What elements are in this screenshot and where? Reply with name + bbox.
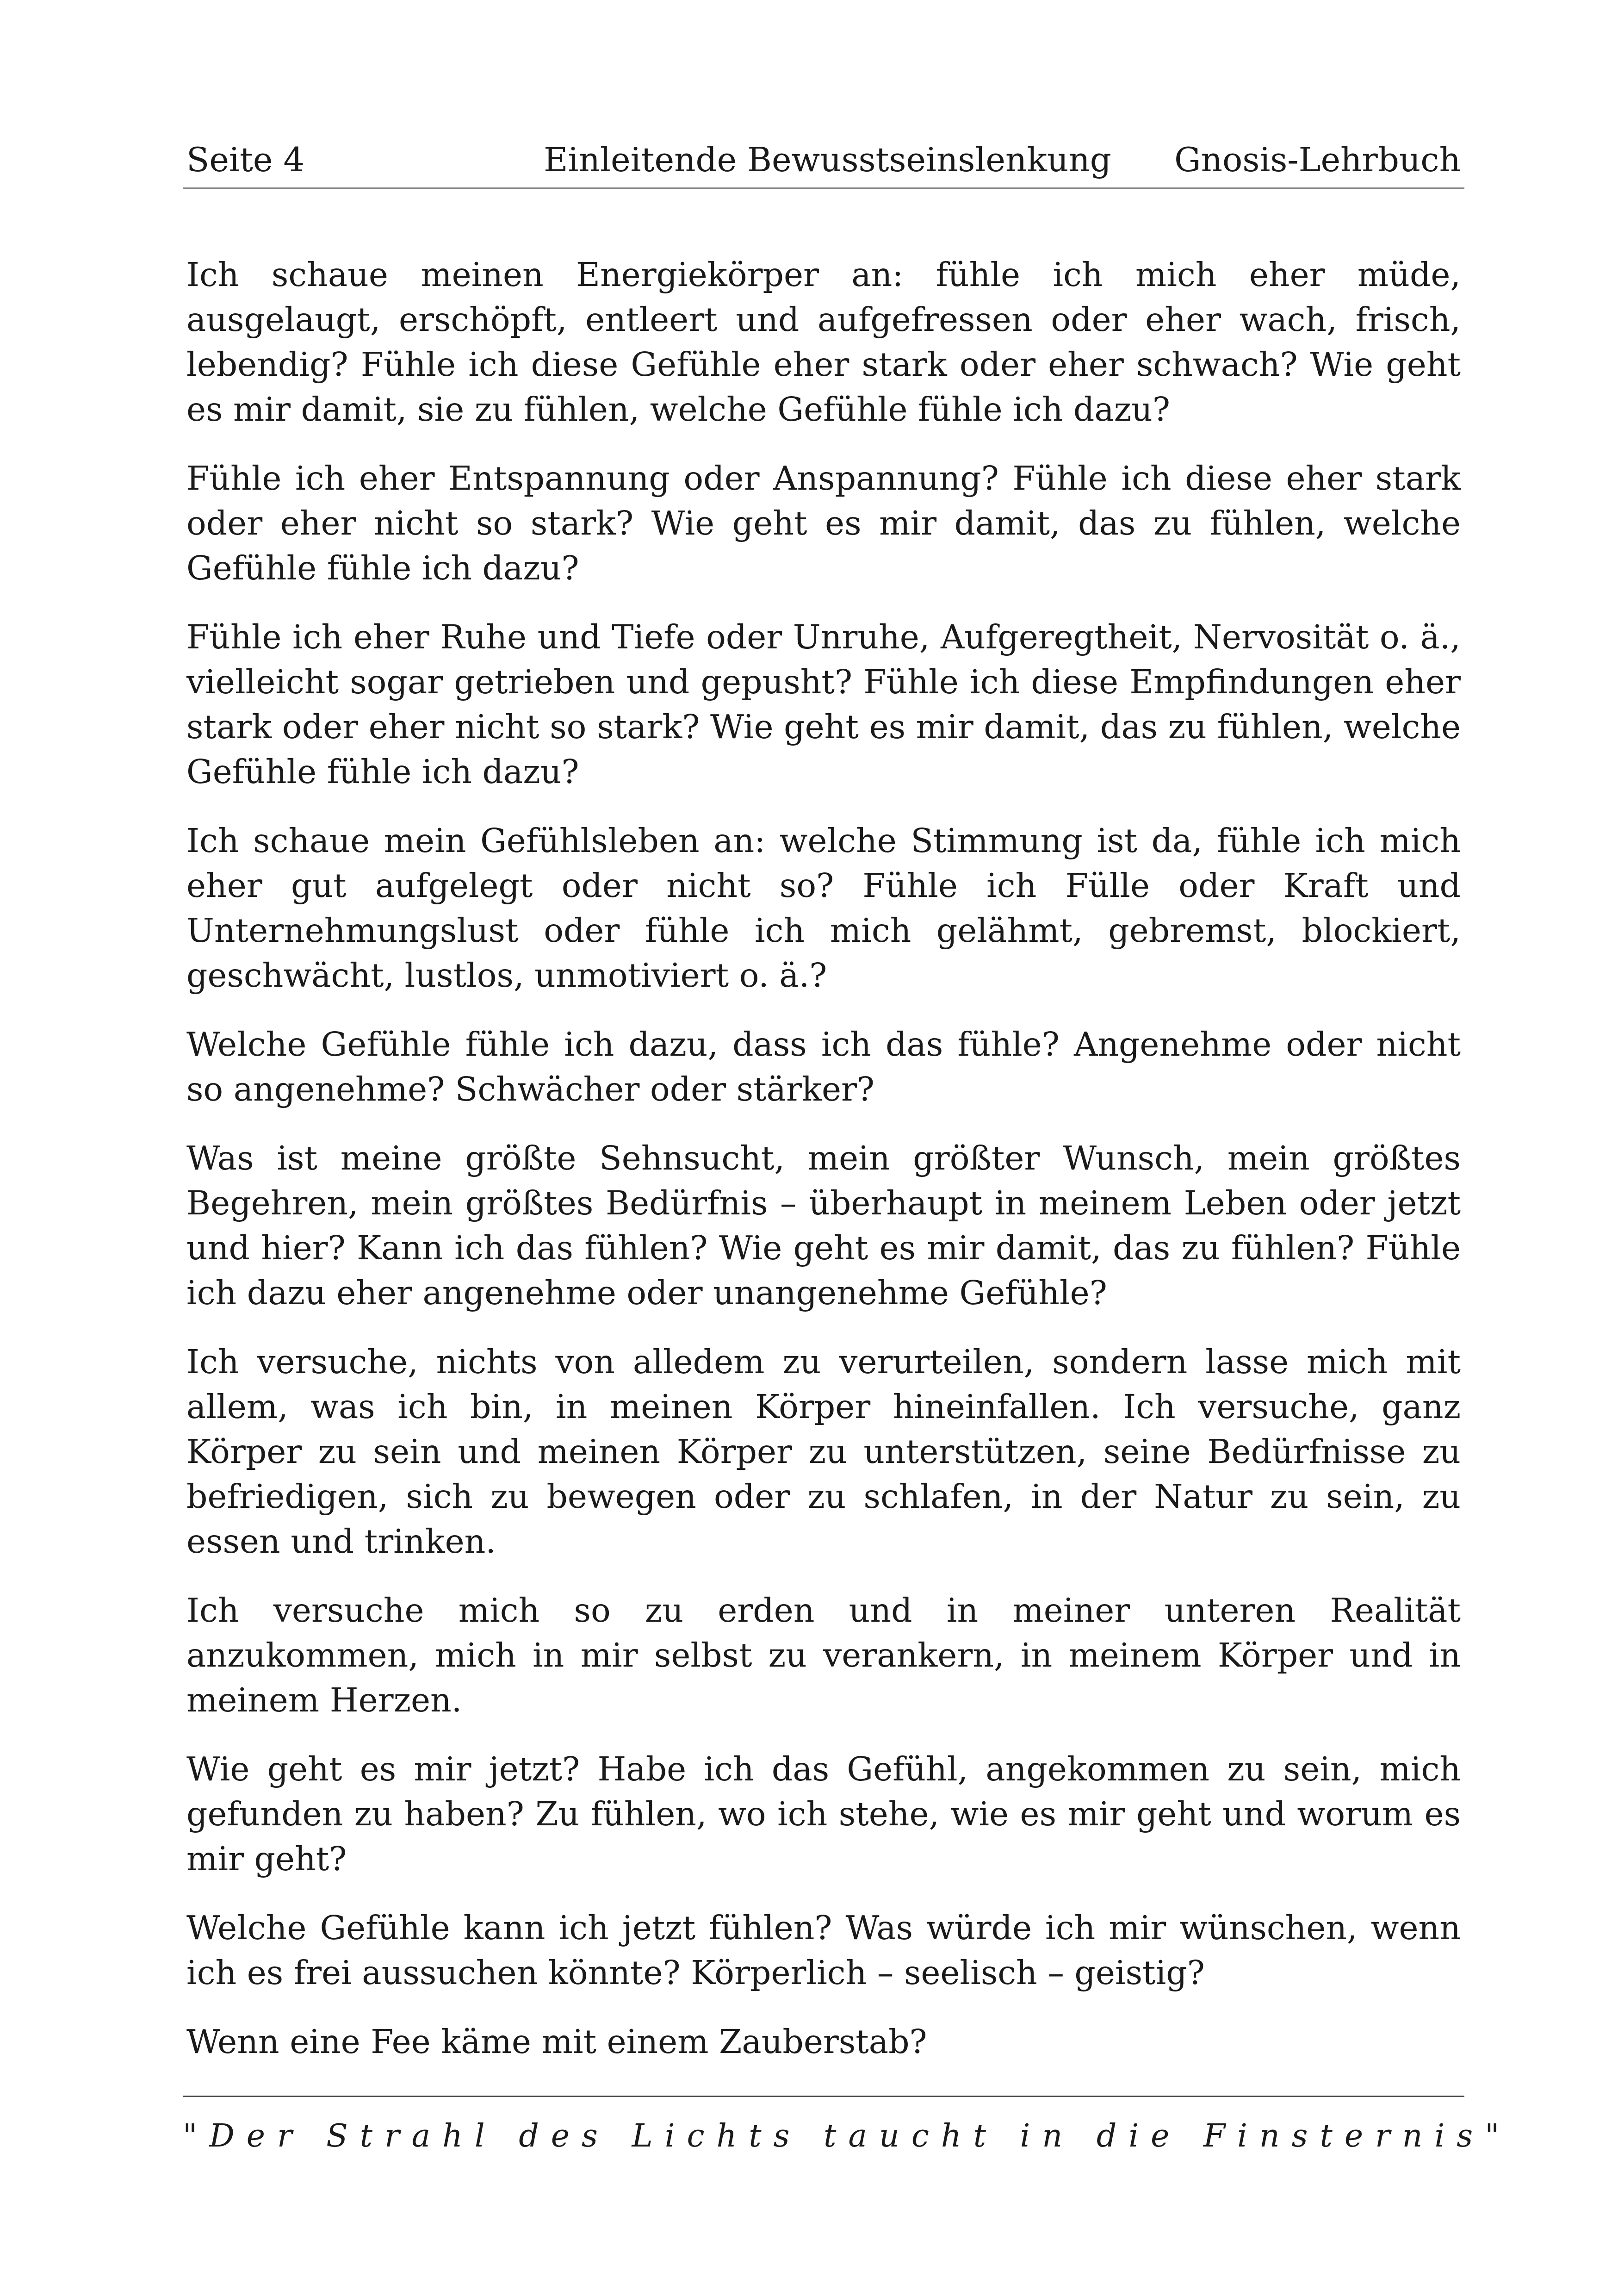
page-header (183, 132, 1464, 189)
chapter-title: Einleitende Bewusstseinslenkung (544, 140, 1111, 179)
paragraph: Ich schaue mein Gefühlsleben an: welche Stimmung ist da, fühle ich mich eher gut aufgelegt oder nicht so? Fühle ich Fülle oder Kraft und Unternehmungslust oder fühle ich mich gelähmt, gebremst, blockiert, geschwächt, lustlos, unmotiviert o. ä.? (186, 821, 1461, 995)
body-text (186, 252, 1461, 2088)
paragraph: Ich versuche mich so zu erden und in meiner unteren Realität anzukommen, mich in mir selbst zu verankern, in meinem Körper und in meinem Herzen. (186, 1591, 1461, 1719)
paragraph: Fühle ich eher Ruhe und Tiefe oder Unruhe, Aufgeregtheit, Nervosität o. ä., vielleicht sogar getrieben und gepusht? Fühle ich diese Empfindungen eher stark oder eher nicht so stark? Wie geht es mir damit, das zu fühlen, welche Gefühle fühle ich dazu? (186, 618, 1461, 791)
paragraph: Welche Gefühle kann ich jetzt fühlen? Was würde ich mir wünschen, wenn ich es frei aussuchen könnte? Körperlich – seelisch – geistig? (186, 1909, 1461, 1992)
footer-motto: "Der Strahl des Lichts taucht in die Finsternis" (183, 2118, 1512, 2154)
paragraph: Ich versuche, nichts von alledem zu verurteilen, sondern lasse mich mit allem, was ich bin, in meinen Körper hineinfallen. Ich versuche, ganz Körper zu sein und meinen Körper zu unterstützen, seine Bedürfnisse zu befriedigen, sich zu bewegen oder zu schlafen, in der Natur zu sein, zu essen und trinken. (186, 1343, 1461, 1561)
book-title: Gnosis-Lehrbuch (1174, 140, 1461, 179)
page-footer (183, 2096, 1512, 2166)
paragraph: Ich schaue meinen Energiekörper an: fühle ich mich eher müde, ausgelaugt, erschöpft, entleert und aufgefressen oder eher wach, frisch, lebendig? Fühle ich diese Gefühle eher stark oder eher schwach? Wie geht es mir damit, sie zu fühlen, welche Gefühle fühle ich dazu? (186, 255, 1461, 429)
page-number: Seite 4 (186, 140, 305, 179)
paragraph: Fühle ich eher Entspannung oder Anspannung? Fühle ich diese eher stark oder eher nicht so stark? Wie geht es mir damit, das zu fühlen, welche Gefühle fühle ich dazu? (186, 459, 1461, 587)
paragraph: Wie geht es mir jetzt? Habe ich das Gefühl, angekommen zu sein, mich gefunden zu haben? Zu fühlen, wo ich stehe, wie es mir geht und worum es mir geht? (186, 1750, 1461, 1878)
paragraph: Was ist meine größte Sehnsucht, mein größter Wunsch, mein größtes Begehren, mein größtes Bedürfnis – überhaupt in meinem Leben oder jetzt und hier? Kann ich das fühlen? Wie geht es mir damit, das zu fühlen? Fühle ich dazu eher angenehme oder unangenehme Gefühle? (186, 1139, 1461, 1312)
paragraph: Wenn eine Fee käme mit einem Zauberstab? (186, 2022, 927, 2061)
paragraph: Welche Gefühle fühle ich dazu, dass ich das fühle? Angenehme oder nicht so angenehme? Schwächer oder stärker? (186, 1025, 1461, 1108)
